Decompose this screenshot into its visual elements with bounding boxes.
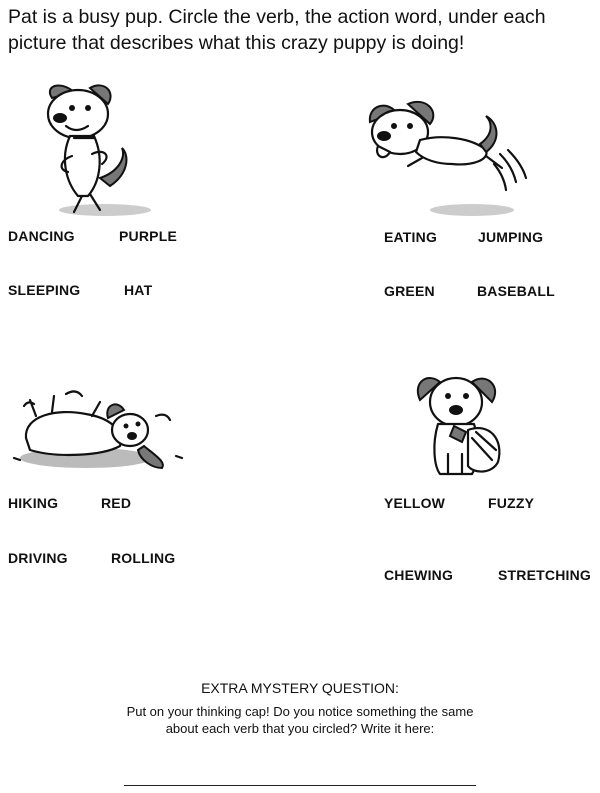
jumping-puppy-icon <box>362 94 532 218</box>
chewing-puppy-icon <box>410 370 510 480</box>
word-dancing[interactable]: DANCING <box>8 228 75 244</box>
word-chewing[interactable]: CHEWING <box>384 567 454 583</box>
instructions: Pat is a busy pup. Circle the verb, the action word, under each picture that describes what this crazy puppy is doing! <box>8 6 546 54</box>
word-baseball[interactable]: BASEBALL <box>477 283 555 299</box>
word-rolling[interactable]: ROLLING <box>111 550 176 566</box>
extra-question-text: Put on your thinking cap! Do you notice something the same about each verb that you circled? Write it here: <box>126 704 474 736</box>
word-red[interactable]: RED <box>101 495 132 511</box>
word-yellow[interactable]: YELLOW <box>384 495 446 511</box>
word-hat[interactable]: HAT <box>124 282 153 298</box>
extra-question-title: EXTRA MYSTERY QUESTION: <box>201 680 399 696</box>
answer-line[interactable] <box>124 785 476 786</box>
word-green[interactable]: GREEN <box>384 283 435 299</box>
word-sleeping[interactable]: SLEEPING <box>8 282 81 298</box>
word-hiking[interactable]: HIKING <box>8 495 59 511</box>
word-driving[interactable]: DRIVING <box>8 550 68 566</box>
word-purple[interactable]: PURPLE <box>119 228 177 244</box>
rolling-puppy-icon <box>6 386 186 478</box>
word-eating[interactable]: EATING <box>384 229 438 245</box>
word-jumping[interactable]: JUMPING <box>478 229 544 245</box>
word-stretching[interactable]: STRETCHING <box>498 567 591 583</box>
dancing-puppy-icon <box>30 78 160 220</box>
word-fuzzy[interactable]: FUZZY <box>488 495 535 511</box>
